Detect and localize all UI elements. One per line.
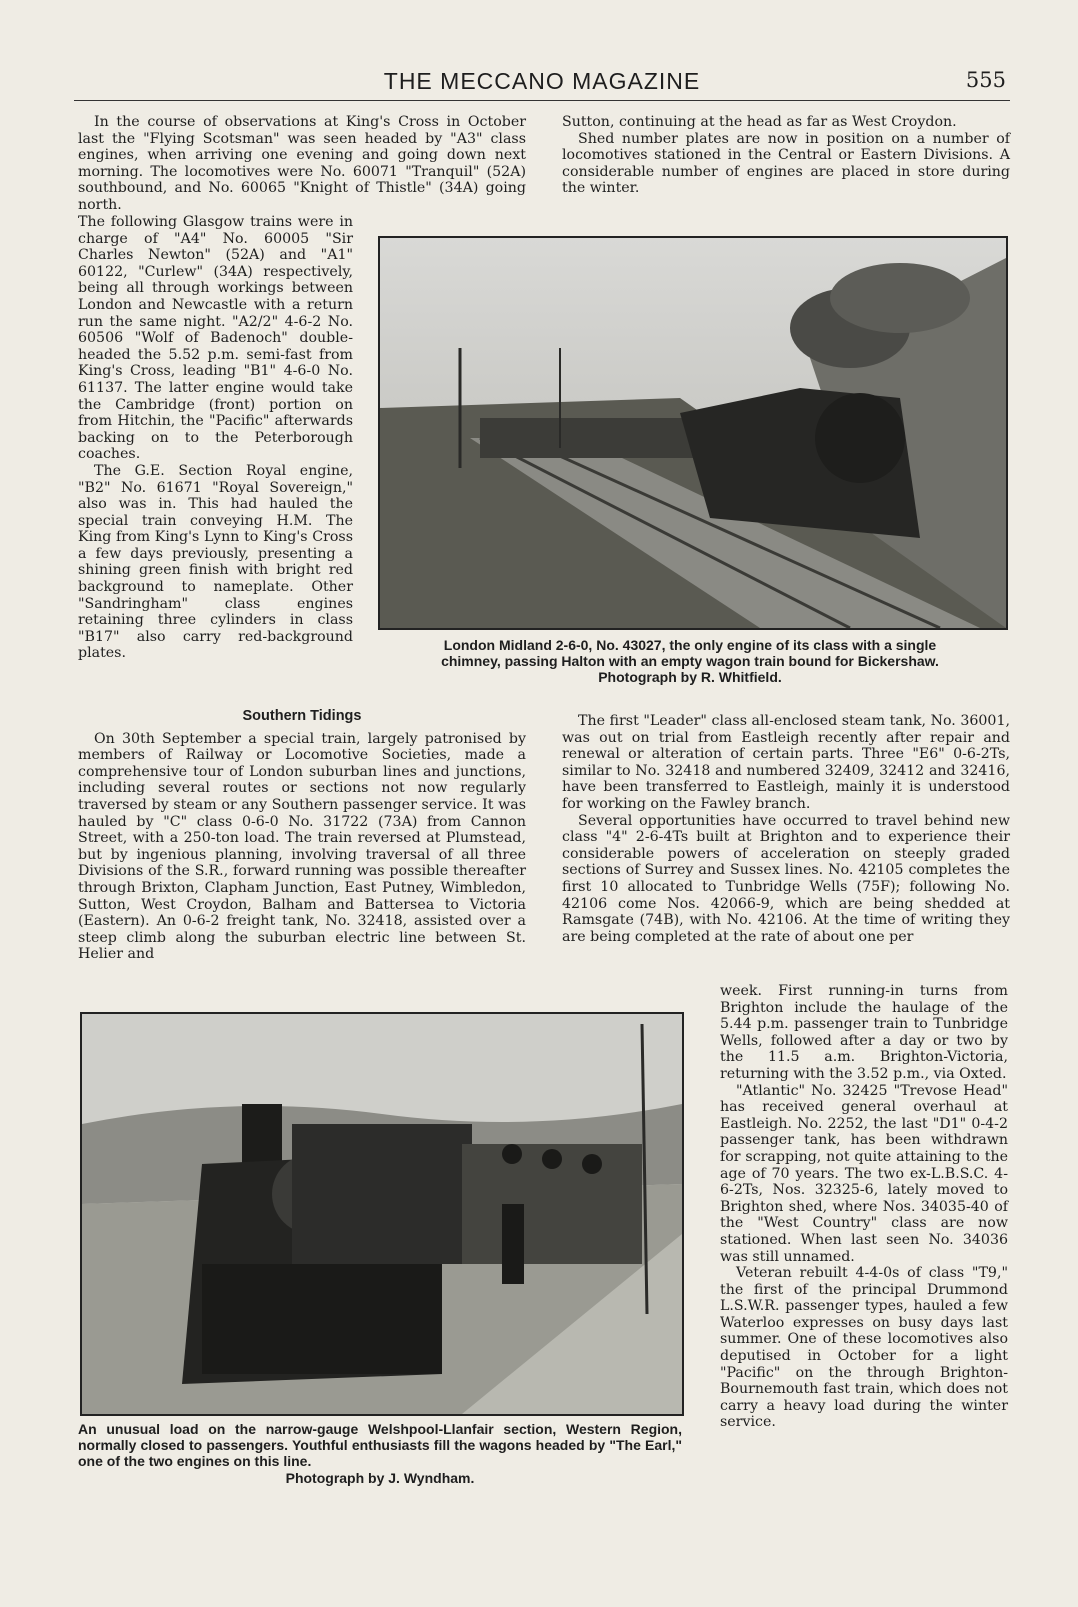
left-column-narrow (78, 214, 353, 662)
left-column-top (78, 114, 526, 214)
section-heading: Southern Tidings (242, 708, 362, 724)
photo-welshpool-train (80, 1012, 684, 1416)
paragraph: "Atlantic" No. 32425 "Trevose Head" has received general overhaul at Eastleigh. No. 2252, the last "D1" 0-4-2 passenger tank, has been withdrawn for scrapping, not quite attaining to the age of 70 years. The two ex-L.B.S.C. 4-6-2Ts, Nos. 32325-6, lately moved to Brighton shed, where Nos. 34035-40 of the "West Country" class are now stationed. When last seen No. 34036 was still unnamed. (720, 1082, 1008, 1265)
right-column-top (562, 114, 1010, 197)
photo-locomotive-halton (378, 236, 1008, 630)
paragraph: On 30th September a special train, largely patronised by members of Railway or Locomotive Societies, made a comprehensive tour of London suburban lines and junctions, including several routes or sections not now regularly traversed by steam or any Southern passenger service. It was hauled by "C" class 0-6-0 No. 31722 (73A) from Cannon Street, with a 250-ton load. The train reversed at Plumstead, but by ingenious planning, involving traversal of all three Divisions of the S.R., forward running was possible thereafter through Brixton, Clapham Junction, East Putney, Wimbledon, Sutton, West Croydon, Balham and Battersea to Victoria (Eastern). An 0-6-2 freight tank, No. 32418, assisted over a steep climb along the suburban electric line between St. Helier and (78, 730, 526, 963)
paragraph: Sutton, continuing at the head as far as West Croydon. (562, 114, 957, 130)
right-column-middle (562, 713, 1010, 945)
paragraph: Veteran rebuilt 4-4-0s of class "T9," the first of the principal Drummond L.S.W.R. passenger types, hauled a few Waterloo expresses on busy days last summer. One of these locomotives also deputised in October for a light "Pacific" on the through Brighton-Bournemouth fast train, which does not carry a heavy load during the winter service. (720, 1265, 1008, 1431)
paragraph: In the course of observations at King's Cross in October last the "Flying Scotsman" was seen headed by "A3" class engines, when arriving one evening and going down next morning. The locomotives were No. 60071 "Tranquil" (52A) southbound, and No. 60065 "Knight of Thistle" (34A) going north. (78, 114, 526, 213)
caption-text: An unusual load on the narrow-gauge Welshpool-Llanfair section, Western Region, normally closed to passengers. Youthful enthusiasts fill the wagons headed by "The Earl," one of the two engines on this line. (78, 1421, 682, 1470)
magazine-title: THE MECCANO MAGAZINE (383, 68, 701, 94)
page-header (74, 66, 1010, 101)
photo-caption-welshpool (78, 1421, 682, 1486)
paragraph: The following Glasgow trains were in charge of "A4" No. 60005 "Sir Charles Newton" (52A) and "A1" 60122, "Curlew" (34A) respectively, being all through workings between London and Newcastle with a return run the same night. "A2/2" 4-6-2 No. 60506 "Wolf of Badenoch" double-headed the 5.52 p.m. semi-fast from King's Cross, leading "B1" 4-6-0 No. 61137. The latter engine would take the Cambridge (front) portion on from Hitchin, the "Pacific" afterwards backing on to the Peterborough coaches. (78, 214, 353, 463)
photo-credit: Photograph by R. Whitfield. (598, 669, 782, 686)
photo-caption-halton (372, 637, 1008, 686)
caption-line: London Midland 2-6-0, No. 43027, the only engine of its class with a single (443, 637, 937, 653)
narrow-gauge-photo-illustration (82, 1014, 682, 1414)
southern-tidings-section (78, 700, 526, 963)
paragraph: week. First running-in turns from Brighton include the haulage of the 5.44 p.m. passenger train to Tunbridge Wells, followed after a day or two by the 11.5 a.m. Brighton-Victoria, returning with the 3.52 p.m., via Oxted. (720, 983, 1008, 1082)
locomotive-photo-illustration (380, 238, 1006, 628)
page-number: 555 (965, 68, 1006, 92)
paragraph: The G.E. Section Royal engine, "B2" No. 61671 "Royal Sovereign," also was in. This had hauled the special train conveying H.M. The King from King's Lynn to King's Cross a few days previously, presenting a shining green finish with bright red background to nameplate. Other "Sandringham" class engines retaining three cylinders in class "B17" also carry red-background plates. (78, 462, 353, 662)
right-column-bottom (720, 983, 1008, 1431)
photo-credit: Photograph by J. Wyndham. (285, 1469, 475, 1486)
paragraph: The first "Leader" class all-enclosed steam tank, No. 36001, was out on trial from Eastleigh recently after repair and renewal or alteration of certain parts. Three "E6" 0-6-2Ts, similar to No. 32418 and numbered 32409, 32412 and 32416, have been transferred to Eastleigh, mainly it is understood for working on the Fawley branch. (562, 713, 1010, 812)
caption-line: chimney, passing Halton with an empty wagon train bound for Bickershaw. (441, 653, 939, 670)
paragraph: Shed number plates are now in position on a number of locomotives stationed in the Central or Eastern Divisions. A considerable number of engines are placed in store during the winter. (562, 130, 1010, 197)
paragraph: Several opportunities have occurred to travel behind new class "4" 2-6-4Ts built at Brighton and to experience their considerable powers of acceleration on steeply graded sections of Surrey and Sussex lines. No. 42105 completes the first 10 allocated to Tunbridge Wells (75F); following No. 42106 come Nos. 42066-9, which are being shedded at Ramsgate (74B), with No. 42106. At the time of writing they are being completed at the rate of about one per (562, 812, 1010, 945)
